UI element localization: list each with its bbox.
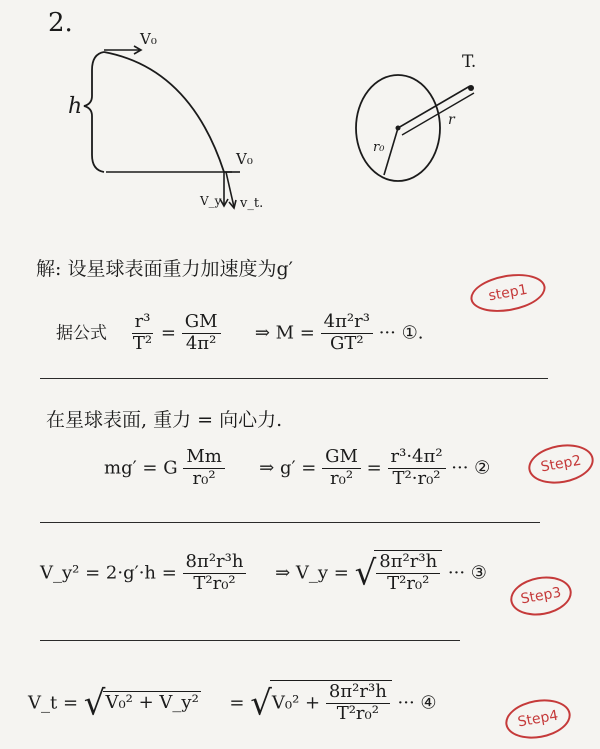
equation-gravity: mg′ = G $\frac{Mm}{\text{r₀²}}$ ⇒ g′ = $\frac{GM}{\text{r₀²}}$ = $\frac{\text{r³·4π²}}{\text{T²·r₀²}}$ ··· ②: [104, 446, 491, 489]
stamp-step3: Step3: [507, 572, 575, 620]
eq-prefix: 据公式: [56, 323, 107, 344]
satellite-dot: [468, 85, 474, 91]
radius-r0: [384, 128, 398, 175]
physics-diagram: [0, 0, 600, 230]
stamp-step4: Step4: [502, 695, 574, 744]
divider-3: [40, 640, 460, 641]
label-vy: V_y: [200, 194, 222, 208]
solution-intro: 解: 设星球表面重力加速度为g′: [36, 258, 293, 280]
equation-vy: V_y² = 2·g′·h = $\frac{\text{8π²r³h}}{\text{T²r₀²}}$ ⇒ V_y = √ $\frac{\text{8π²r³h}}{\text{T²r₀²}}$ ··· ③: [40, 551, 487, 594]
label-r: r: [448, 112, 455, 128]
divider-2: [40, 522, 540, 523]
problem-number: 2.: [48, 8, 73, 38]
divider-1: [40, 378, 548, 379]
label-v0-right: V₀: [236, 150, 253, 168]
label-v0-top: V₀: [140, 30, 157, 48]
label-r0: r₀: [373, 140, 385, 155]
label-vt: v_t.: [240, 196, 264, 211]
equation-kepler: 据公式 $\frac{\text{r³}}{\text{T²}}$ = $\frac{GM}{\text{4π²}}$ ⇒ M = $\frac{\text{4π²r³}}{\text{GT²}}$ ··· ①.: [56, 311, 424, 354]
label-h: h: [68, 94, 83, 119]
stamp-step2: Step2: [525, 440, 597, 489]
surface-statement: 在星球表面, 重力 = 向心力.: [46, 409, 283, 431]
equation-vt: V_t = √V₀² + V_y² = √V₀² + $\frac{\text{8π²r³h}}{\text{T²r₀²}}$ ··· ④: [28, 681, 437, 724]
stamp-step1: step1: [467, 269, 548, 318]
height-brace: [84, 52, 104, 172]
radius-r: [398, 86, 470, 128]
label-T: T.: [462, 52, 477, 72]
trajectory-curve: [104, 52, 224, 172]
